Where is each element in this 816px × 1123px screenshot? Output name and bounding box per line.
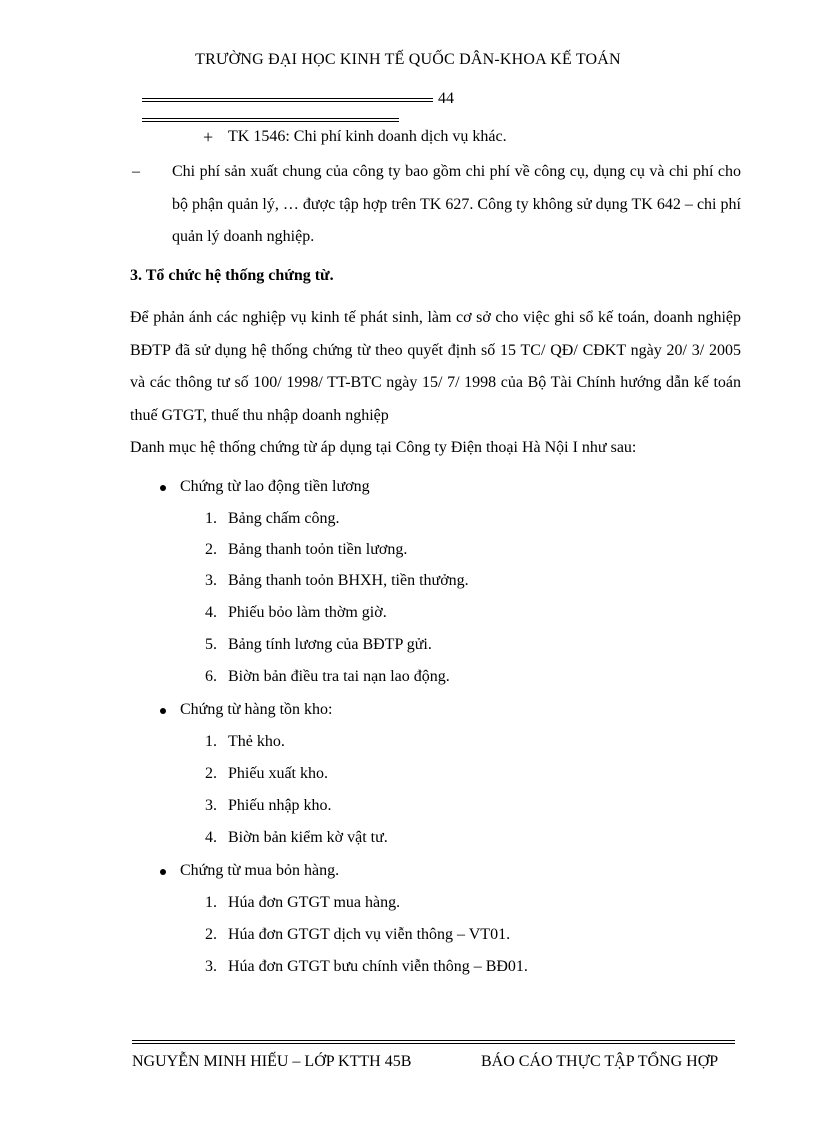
intro-paragraph: Để phản ánh các nghiệp vụ kinh tế phát sinh, làm cơ sở cho việc ghi sổ kế toán, doanh nghiệp BĐTP đã sử dụng hệ thống chứng từ theo quyết định số 15 TC/ QĐ/ CĐKT ngày 20/ 3/ 2005 và các thông tư số 100/ 1998/ TT-BTC ngày 15/ 7/ 1998 của Bộ Tài Chính hướng dẫn kế toán thuế GTGT, thuế thu nhập doanh nghiệp [130, 309, 741, 424]
list-item: Húa đơn GTGT bưu chính viễn thông – BĐ01. [228, 958, 528, 975]
group-title: Chứng từ hàng tồn kho: [180, 701, 333, 718]
list-intro: Danh mục hệ thống chứng từ áp dụng tại Công ty Điện thoại Hà Nội I như sau: [130, 439, 637, 456]
list-item: Biờn bản kiểm kờ vật tư. [228, 829, 388, 846]
list-item-number: 4. [205, 604, 217, 621]
list-item-number: 4. [205, 829, 217, 846]
list-item-number: 1. [205, 733, 217, 750]
list-item-number: 5. [205, 636, 217, 653]
bullet-icon [160, 708, 166, 714]
list-item-number: 2. [205, 541, 217, 558]
section-heading: 3. Tổ chức hệ thống chứng từ. [130, 267, 334, 284]
dash-item-text: Chi phí sản xuất chung của công ty bao gồm chi phí về công cụ, dụng cụ và chi phí cho bộ phận quản lý, … được tập hợp trên TK 627. Công ty không sử dụng TK 642 – chi phí quản lý doanh nghiệp. [172, 163, 741, 245]
list-item-number: 3. [205, 797, 217, 814]
list-item-number: 6. [205, 668, 217, 685]
footer-report-title: BÁO CÁO THỰC TẬP TỔNG HỢP [481, 1053, 719, 1070]
list-item-number: 3. [205, 958, 217, 975]
header-rule-top [142, 98, 433, 102]
page-number: 44 [438, 90, 454, 107]
header-title: TRƯỜNG ĐẠI HỌC KINH TẾ QUỐC DÂN-KHOA KẾ TOÁN [195, 51, 621, 68]
list-item: Phiếu xuất kho. [228, 765, 328, 782]
list-item: Phiếu nhập kho. [228, 797, 332, 814]
dash-marker: – [132, 163, 140, 180]
sub-item-text: TK 1546: Chi phí kinh doanh dịch vụ khác. [228, 128, 507, 145]
list-item-number: 2. [205, 765, 217, 782]
list-item: Bảng chấm công. [228, 510, 340, 527]
list-item-number: 1. [205, 894, 217, 911]
header-rule-bottom [142, 118, 399, 122]
list-item: Bảng tính lương của BĐTP gửi. [228, 636, 432, 653]
list-item: Húa đơn GTGT dịch vụ viễn thông – VT01. [228, 926, 511, 943]
group-title: Chứng từ mua bỏn hàng. [180, 862, 340, 879]
list-item: Bảng thanh toỏn tiền lương. [228, 541, 408, 558]
list-item: Phiếu bỏo làm thờm giờ. [228, 604, 387, 621]
list-item-number: 2. [205, 926, 217, 943]
footer-author: NGUYỄN MINH HIẾU – LỚP KTTH 45B [132, 1053, 412, 1070]
footer-rule [132, 1040, 735, 1044]
bullet-icon [160, 869, 166, 875]
bullet-icon [160, 485, 166, 491]
list-item: Biờn bản điều tra tai nạn lao động. [228, 668, 450, 685]
list-item-number: 3. [205, 572, 217, 589]
list-item-number: 1. [205, 510, 217, 527]
list-item: Bảng thanh toỏn BHXH, tiền thưởng. [228, 572, 469, 589]
sub-item-marker: + [203, 127, 214, 147]
list-item: Húa đơn GTGT mua hàng. [228, 894, 401, 911]
group-title: Chứng từ lao động tiền lương [180, 478, 370, 495]
list-item: Thẻ kho. [228, 733, 285, 750]
